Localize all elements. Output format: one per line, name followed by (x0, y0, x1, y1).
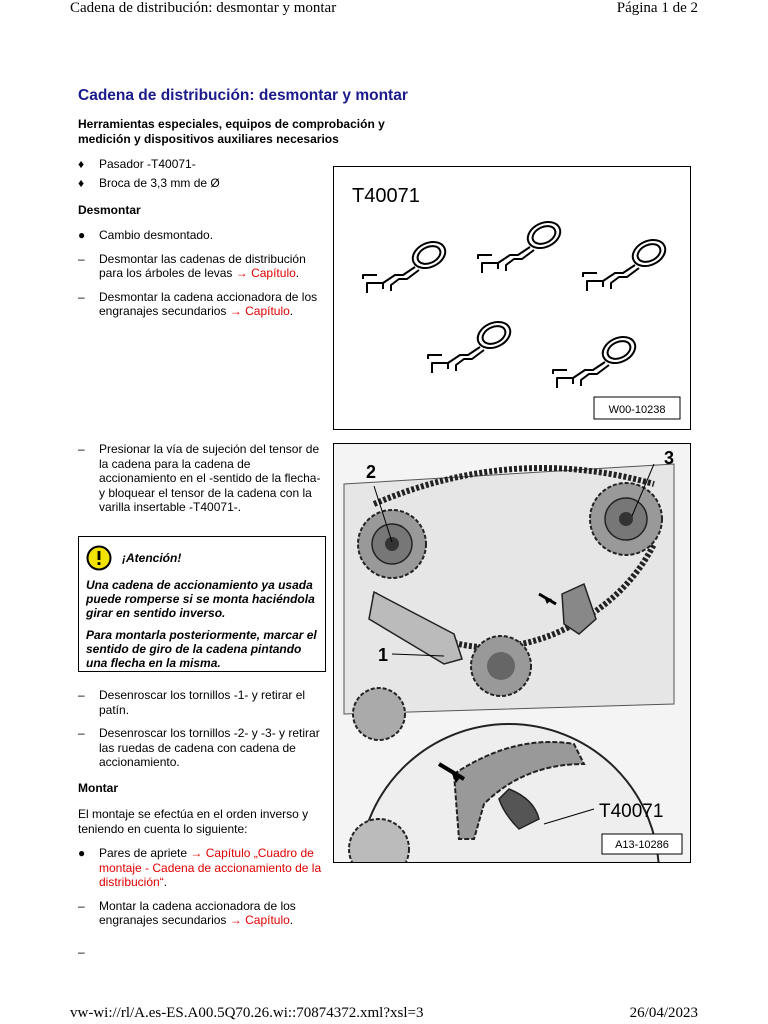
warning-box (78, 536, 326, 672)
bullet-diamond-icon: ♦ (78, 157, 85, 171)
dash-icon: – (78, 688, 85, 702)
dash-icon: – (78, 726, 85, 740)
tool-figure (333, 166, 691, 430)
list-item: – Desenroscar los tornillos -2- y -3- y retirar las ruedas de cadena con cadena de accionamiento. (78, 726, 320, 769)
list-item: ♦ Broca de 3,3 mm de Ø (78, 175, 220, 190)
list-item: – Presionar la vía de sujeción del tensor de la cadena para la cadena de accionamiento en el -sentido de la flecha- y bloquear el tensor de la cadena con la varilla insertable -T40071-. (78, 442, 321, 514)
bullet-diamond-icon: ♦ (78, 175, 85, 190)
list-item: ♦ Pasador -T40071- (78, 157, 196, 171)
print-header-title: Cadena de distribución: desmontar y montar (70, 0, 337, 16)
dash-icon: – (78, 944, 85, 959)
dash-icon: – (78, 442, 85, 456)
page-title: Cadena de distribución: desmontar y montar (78, 87, 408, 104)
montar-intro: El montaje se efectúa en el orden inverso y teniendo en cuenta lo siguiente: (78, 807, 309, 836)
print-header-page: Página 1 de 2 (616, 0, 698, 16)
list-item: – Desmontar la cadena accionadora de los engranajes secundarios → Capítulo. (78, 289, 318, 318)
warning-text: Para montarla posteriormente, marcar el sentido de giro de la cadena pintando una flecha en la misma. (86, 628, 317, 670)
print-header (0, 0, 768, 22)
bullet-dot-icon: ● (78, 228, 86, 242)
desmontar-heading: Desmontar (78, 203, 141, 217)
warning-text: Una cadena de accionamiento ya usada puede romperse si se monta haciéndola girar en sentido inverso. (86, 578, 315, 620)
dash-icon: – (78, 251, 85, 266)
chapter-link[interactable]: → Capítulo (235, 266, 296, 280)
list-item: ● Cambio desmontado. (78, 228, 214, 242)
chapter-link[interactable]: → Capítulo (229, 304, 290, 318)
callout-1: 1 (378, 645, 389, 665)
timing-chain-figure (333, 443, 691, 863)
chapter-link[interactable]: → Capítulo (229, 913, 290, 927)
tools-list (78, 157, 328, 190)
list-item: – Desmontar las cadenas de distribución para los árboles de levas → Capítulo. (78, 251, 306, 280)
timing-chain-illustration (334, 444, 690, 862)
tool-label: T40071 (352, 185, 420, 207)
dash-icon: – (78, 289, 85, 304)
tool-label: T40071 (599, 801, 664, 822)
montar-steps (78, 846, 328, 959)
montar-heading: Montar (78, 781, 118, 795)
removal-steps (78, 688, 328, 770)
warning-title: ¡Atención! (122, 551, 182, 565)
section-subtitle: Herramientas especiales, equipos de comprobación y medición y dispositivos auxiliares necesarios (78, 117, 385, 146)
tool-illustration (334, 167, 690, 429)
chapter-link[interactable]: → Capítulo „Cuadro de montaje - Cadena de accionamiento de la distribución“ (99, 846, 322, 889)
list-item: – Montar la cadena accionadora de los engranajes secundarios → Capítulo. (78, 898, 296, 927)
bullet-dot-icon: ● (78, 846, 86, 860)
dash-icon: – (78, 898, 85, 913)
list-item: ● Pares de apriete → Capítulo „Cuadro de montaje - Cadena de accionamiento de la distribución“. (78, 846, 322, 889)
list-item: – Desenroscar los tornillos -1- y retirar el patín. (78, 688, 306, 717)
print-footer-date: 26/04/2023 (629, 1005, 698, 1021)
callout-2: 2 (366, 462, 377, 482)
print-footer-url: vw-wi://rl/A.es-ES.A00.5Q70.26.wi::70874372.xml?xsl=3 (70, 1005, 424, 1021)
figure-code: W00-10238 (608, 404, 666, 416)
desmontar-steps (78, 228, 328, 319)
figure-code: A13-10286 (615, 839, 669, 851)
callout-3: 3 (664, 448, 675, 468)
warning-icon (86, 545, 112, 571)
desmontar-step-tensor (78, 442, 328, 515)
